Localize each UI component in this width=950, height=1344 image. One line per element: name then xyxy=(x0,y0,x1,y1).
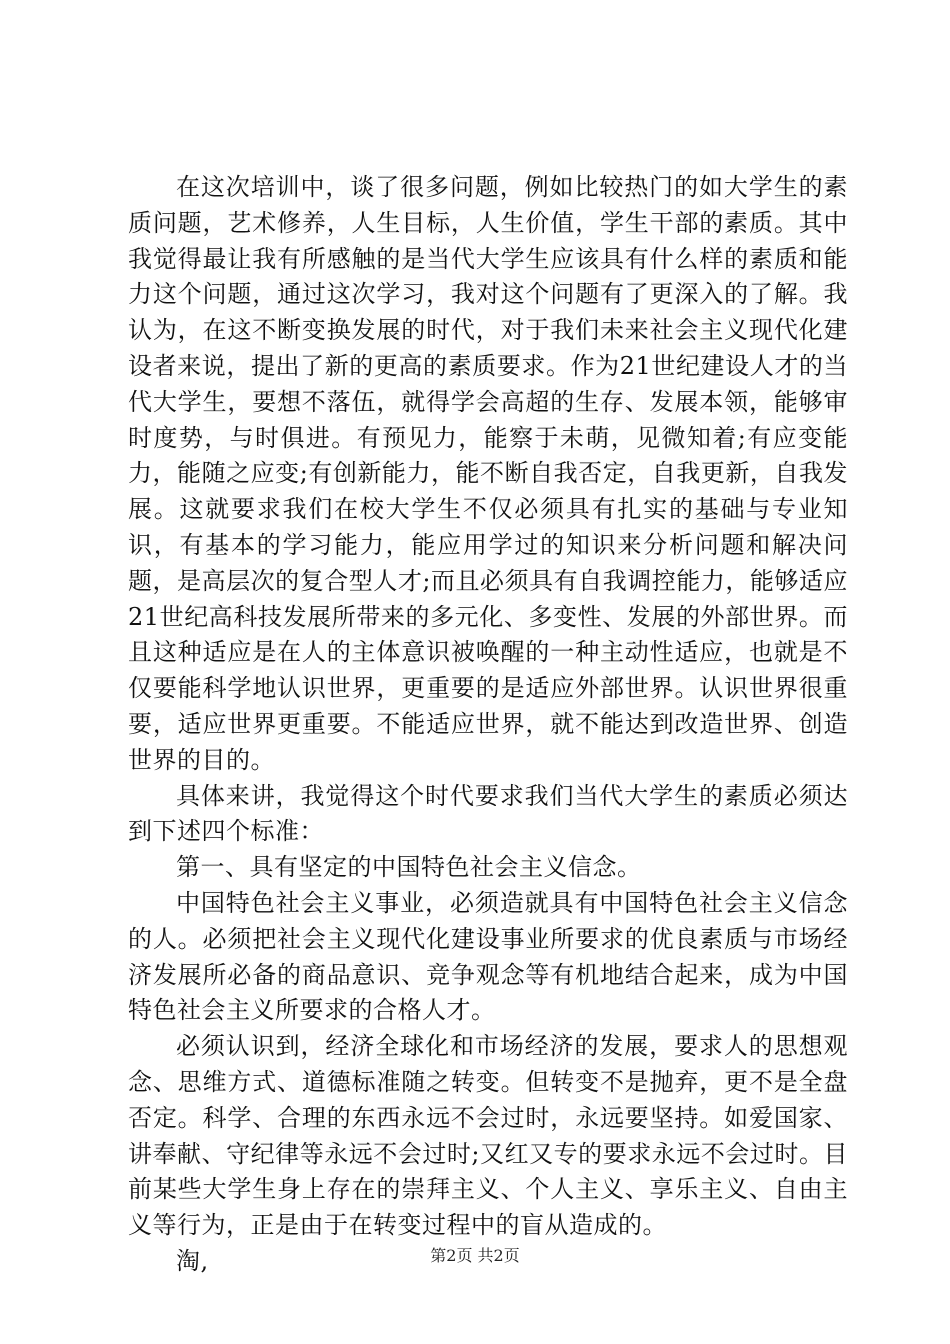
page-footer: 第2页 共2页 xyxy=(430,1246,520,1265)
paragraph-4: 中国特色社会主义事业，必须造就具有中国特色社会主义信念的人。必须把社会主义现代化建设事业所要求的优良素质与市场经济发展所必备的商品意识、竞争观念等有机地结合起来，成为中国特色社会主义所要求的合格人才。 xyxy=(128,888,848,1025)
paragraph-3: 第一、具有坚定的中国特色社会主义信念。 xyxy=(176,853,642,882)
paragraph-6: 淘, xyxy=(176,1246,209,1275)
document-body xyxy=(128,170,848,1280)
paragraph-2: 具体来讲，我觉得这个时代要求我们当代大学生的素质必须达到下述四个标准： xyxy=(128,781,848,846)
paragraph-1: 在这次培训中，谈了很多问题，例如比较热门的如大学生的素质问题，艺术修养，人生目标，人生价值，学生干部的素质。其中我觉得最让我有所感触的是当代大学生应该具有什么样的素质和能力这个问题，通过这次学习，我对这个问题有了更深入的了解。我认为，在这不断变换发展的时代，对于我们未来社会主义现代化建设者来说，提出了新的更高的素质要求。作为21世纪建设人才的当代大学生，要想不落伍，就得学会高超的生存、发展本领，能够审时度势，与时俱进。有预见力，能察于未萌，见微知着;有应变能力，能随之应变;有创新能力，能不断自我否定，自我更新，自我发展。这就要求我们在校大学生不仅必须具有扎实的基础与专业知识，有基本的学习能力，能应用学过的知识来分析问题和解决问题，是高层次的复合型人才;而且必须具有自我调控能力，能够适应21世纪高科技发展所带来的多元化、多变性、发展的外部世界。而且这种适应是在人的主体意识被唤醒的一种主动性适应，也就是不仅要能科学地认识世界，更重要的是适应外部世界。认识世界很重要，适应世界更重要。不能适应世界，就不能达到改造世界、创造世界的目的。 xyxy=(128,173,848,774)
paragraph-5: 必须认识到，经济全球化和市场经济的发展，要求人的思想观念、思维方式、道德标准随之转变。但转变不是抛弃，更不是全盘否定。科学、合理的东西永远不会过时，永远要坚持。如爱国家、讲奉献、守纪律等永远不会过时;又红又专的要求永远不会过时。目前某些大学生身上存在的崇拜主义、个人主义、享乐主义、自由主义等行为，正是由于在转变过程中的盲从造成的。 xyxy=(128,1032,848,1240)
